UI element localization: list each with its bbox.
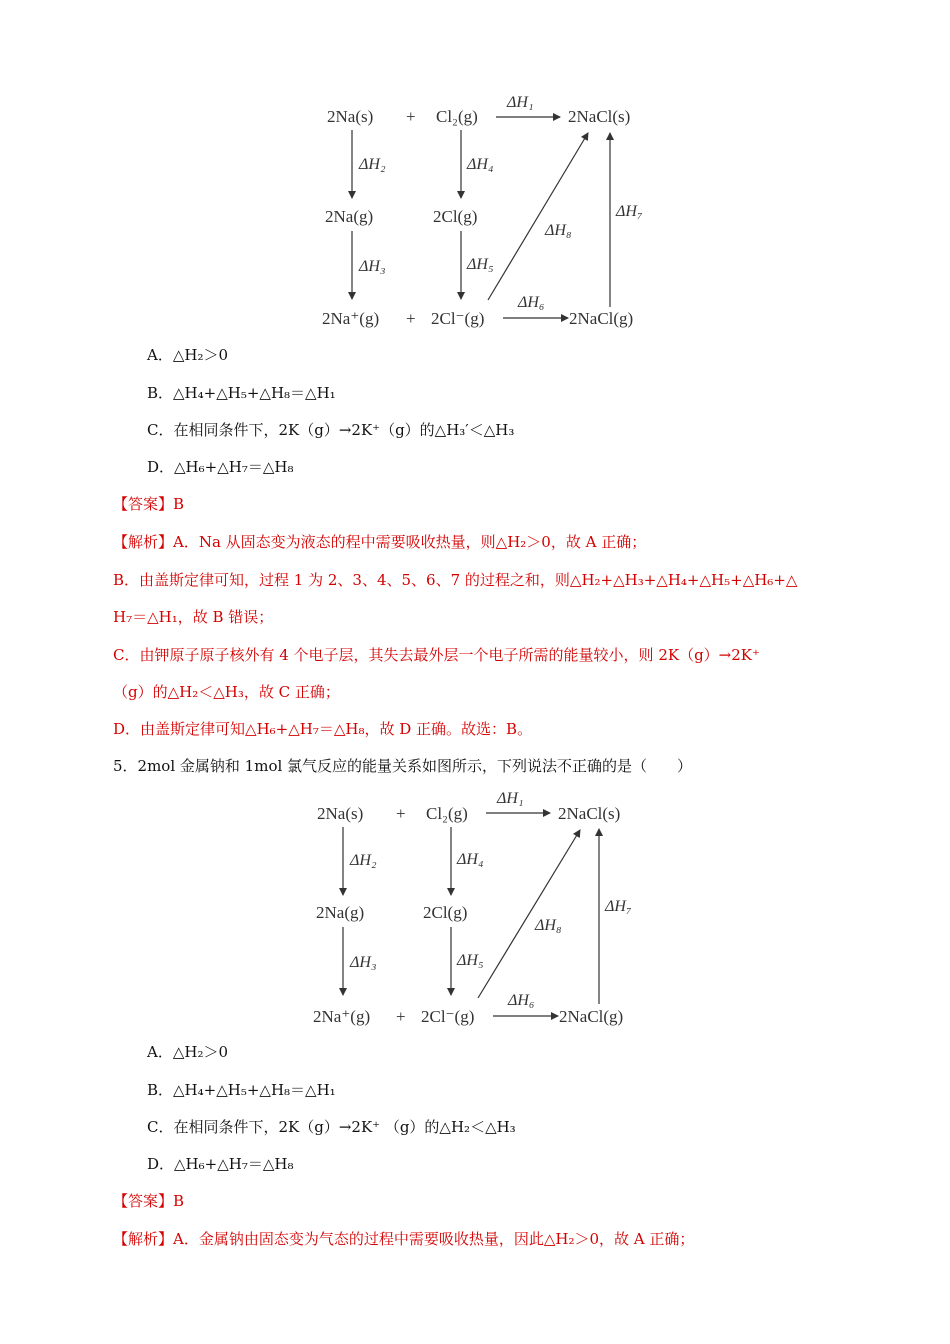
q4-analysis-b1: B．由盖斯定律可知，过程 1 为 2、3、4、5、6、7 的过程之和，则△H₂+△H₃+△H₄+△H₅+△H₆+△ [113,571,798,589]
species-2cl-minus-g: 2Cl⁻(g) [431,309,485,328]
arrow-h8 [488,133,588,300]
species-2na-s: 2Na(s) [317,804,364,823]
q4-option-d: D．△H₆+△H₇＝△H₈ [147,458,294,476]
species-2nacl-g: 2NaCl(g) [569,309,634,328]
label-h7: ΔH₇ [616,203,643,220]
q4-option-c: C．在相同条件下，2K（g）→2K⁺（g）的△H₃′＜△H₃ [147,421,515,439]
q4-option-a: A．△H₂＞0 [147,346,229,364]
species-2cl-g: 2Cl(g) [423,903,468,922]
label-h3: ΔH₃ [359,258,386,275]
species-2nacl-s: 2NaCl(s) [558,804,621,823]
plus-sign: + [396,1007,406,1026]
label-h1: ΔH₁ [507,94,534,111]
energy-diagram-2 [0,782,950,1032]
q5-answer: 【答案】B [113,1192,185,1210]
plus-sign: + [396,804,406,823]
q4-analysis-d: D．由盖斯定律可知△H₆+△H₇＝△H₈，故 D 正确。故选：B。 [113,720,533,738]
species-2na-g: 2Na(g) [325,207,374,226]
label-h2: ΔH₂ [359,156,386,173]
label-h3: ΔH₃ [350,954,377,971]
q5-option-a: A．△H₂＞0 [147,1043,229,1061]
label-h4: ΔH₄ [457,851,484,868]
q4-analysis-c1: C．由钾原子原子核外有 4 个电子层，其失去最外层一个电子所需的能量较小，则 2K（g）→2K⁺ [113,646,760,664]
plus-sign: + [406,107,416,126]
label-h5: ΔH₅ [457,952,484,969]
q5-option-c: C．在相同条件下，2K（g）→2K⁺ （g）的△H₂＜△H₃ [147,1118,516,1136]
label-h2: ΔH₂ [350,852,377,869]
energy-diagram-1 [0,85,950,335]
species-cl2-g: Cl₂(g) [436,107,478,126]
arrow-h8 [478,830,580,998]
species-2na-g: 2Na(g) [316,903,365,922]
q5-option-b: B．△H₄+△H₅+△H₈＝△H₁ [147,1081,336,1099]
species-2cl-minus-g: 2Cl⁻(g) [421,1007,475,1026]
species-2na-s: 2Na(s) [327,107,374,126]
label-h1: ΔH₁ [497,790,524,807]
species-cl2-g: Cl₂(g) [426,804,468,823]
species-2nacl-s: 2NaCl(s) [568,107,631,126]
label-h4: ΔH₄ [467,156,494,173]
label-h8: ΔH₈ [535,917,562,934]
q4-analysis-a: 【解析】A．Na 从固态变为液态的程中需要吸收热量，则△H₂＞0，故 A 正确； [113,533,647,551]
label-h8: ΔH₈ [545,222,572,239]
species-2cl-g: 2Cl(g) [433,207,478,226]
species-2na-plus-g: 2Na⁺(g) [313,1007,371,1026]
q4-analysis-c2: （g）的△H₂＜△H₃，故 C 正确； [113,683,340,701]
q5-option-d: D．△H₆+△H₇＝△H₈ [147,1155,294,1173]
label-h5: ΔH₅ [467,256,494,273]
q4-answer: 【答案】B [113,495,185,513]
species-2nacl-g: 2NaCl(g) [559,1007,624,1026]
q5-analysis-a: 【解析】A．金属钠由固态变为气态的过程中需要吸收热量，因此△H₂＞0，故 A 正确； [113,1230,695,1248]
species-2na-plus-g: 2Na⁺(g) [322,309,380,328]
label-h7: ΔH₇ [605,898,632,915]
q4-option-b: B．△H₄+△H₅+△H₈＝△H₁ [147,384,336,402]
plus-sign: + [406,309,416,328]
label-h6: ΔH₆ [518,294,545,311]
label-h6: ΔH₆ [508,992,535,1009]
q4-analysis-b2: H₇＝△H₁，故 B 错误； [113,608,274,626]
q5-question: 5．2mol 金属钠和 1mol 氯气反应的能量关系如图所示，下列说法不正确的是（ ） [113,757,693,775]
